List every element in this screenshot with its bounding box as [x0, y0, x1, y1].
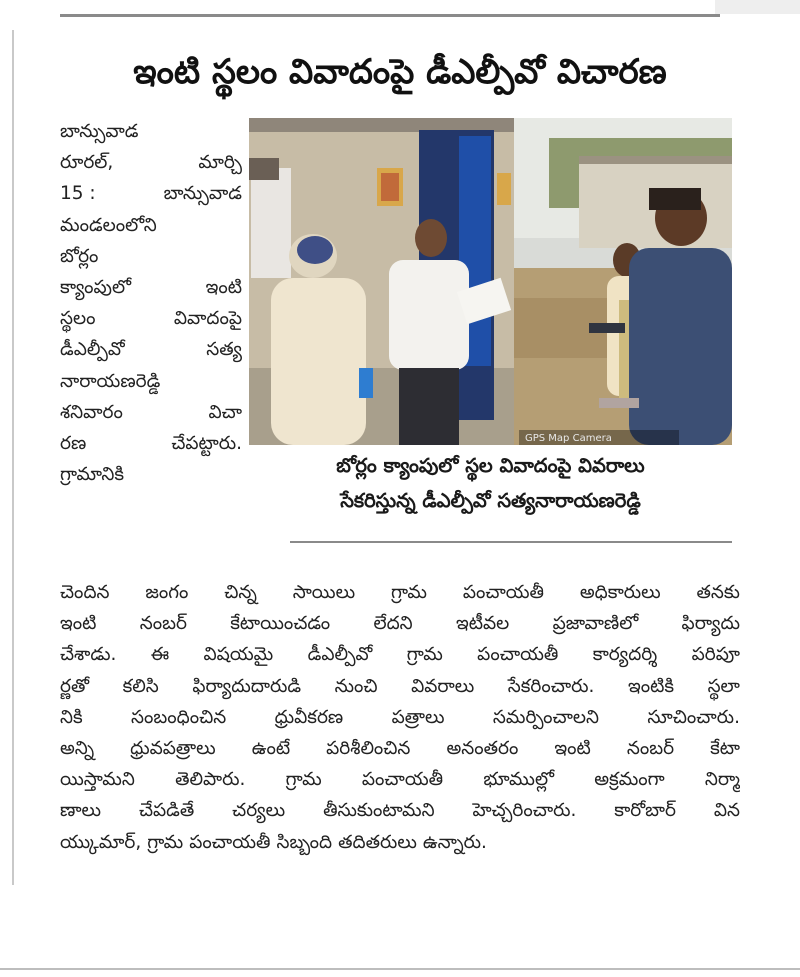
- column-line: [60, 210, 242, 241]
- column-word: చేపట్టారు.: [171, 432, 242, 454]
- body-line: యిస్తామని తెలిపారు. గ్రామ పంచాయతీ భూముల్లో అక్రమంగా నిర్మా: [60, 769, 740, 791]
- column-word: క్యాంపులో: [60, 276, 131, 298]
- headline: ఇంటి స్థలం వివాదంపై డీఎల్పీవో విచారణ: [133, 52, 667, 92]
- photo-watermark: GPS Map Camera: [525, 433, 612, 444]
- column-line: [60, 334, 242, 365]
- body-line: ర్ణతో కలిసి ఫిర్యాదుదారుడి నుంచి వివరాలు సేకరించారు. ఇంటికి స్థలా: [60, 675, 740, 697]
- column-word: రణ: [60, 432, 87, 454]
- narrow-column-text: [60, 116, 242, 490]
- body-line: నికి సంబంధించిన ధ్రువీకరణ పత్రాలు సమర్పించాలని సూచించారు.: [60, 706, 740, 728]
- column-line: [60, 178, 242, 209]
- news-photo: [249, 118, 732, 445]
- column-word: ఇంటి: [205, 276, 242, 298]
- column-word: డీఎల్పీవో: [60, 339, 125, 361]
- caption-line: బోర్లం క్యాంపులో స్థల వివాదంపై వివరాలు: [336, 454, 645, 477]
- frame-left-border: [12, 30, 14, 885]
- article-body: [60, 577, 740, 858]
- bottom-rule: [0, 968, 800, 970]
- column-word: వివాదంపై: [173, 308, 242, 330]
- column-word: మండలంలోని: [60, 214, 157, 236]
- top-right-box: [715, 0, 800, 14]
- column-line: [60, 272, 242, 303]
- column-line: [60, 116, 242, 147]
- column-word: శనివారం: [60, 401, 123, 423]
- column-word: బాన్సువాడ: [60, 121, 139, 142]
- column-line: [60, 241, 242, 272]
- column-line: [60, 147, 242, 178]
- column-line: [60, 397, 242, 428]
- column-line: [60, 303, 242, 334]
- column-word: గ్రామానికి: [60, 464, 125, 486]
- body-line: ణాలు చేపడితే చర్యలు తీసుకుంటామని హెచ్చరించారు. కారోబార్ విన: [60, 800, 740, 822]
- column-word: విచా: [208, 401, 242, 423]
- body-line: య్కుమార్, గ్రామ పంచాయతీ సిబ్బంది తదితరులు ఉన్నారు.: [60, 831, 487, 853]
- column-word: బాన్సువాడ: [163, 183, 242, 205]
- top-rule: [60, 14, 720, 17]
- column-word: 15 :: [60, 183, 96, 205]
- caption-rule: [290, 541, 732, 543]
- column-word: స్థలం: [60, 308, 96, 330]
- column-word: రూరల్,: [60, 152, 114, 174]
- body-line: అన్ని ధ్రువపత్రాలు ఉంటే పరిశీలించిన అనంతరం ఇంటి నంబర్ కేటా: [60, 737, 740, 759]
- column-word: మార్చి: [198, 152, 242, 174]
- column-word: బోర్లం: [60, 245, 99, 267]
- body-line: ఇంటి నంబర్ కేటాయించడం లేదని ఇటీవల ప్రజావాణిలో ఫిర్యాదు: [60, 613, 740, 635]
- body-line: చేశాడు. ఈ విషయమై డీఎల్పీవో గ్రామ పంచాయతీ కార్యదర్శి పరిపూ: [60, 644, 740, 666]
- column-line: [60, 459, 242, 490]
- photo-illustration: [249, 118, 732, 445]
- column-line: [60, 366, 242, 397]
- column-word: నారాయణరెడ్డి: [60, 370, 161, 392]
- column-line: [60, 428, 242, 459]
- column-word: సత్య: [206, 339, 242, 361]
- caption-line: సేకరిస్తున్న డీఎల్పీవో సత్యనారాయణరెడ్డి: [340, 489, 641, 512]
- body-line: చెందిన జంగం చిన్న సాయిలు గ్రామ పంచాయతీ అధికారులు తనకు: [60, 582, 740, 603]
- photo-caption: [249, 448, 732, 538]
